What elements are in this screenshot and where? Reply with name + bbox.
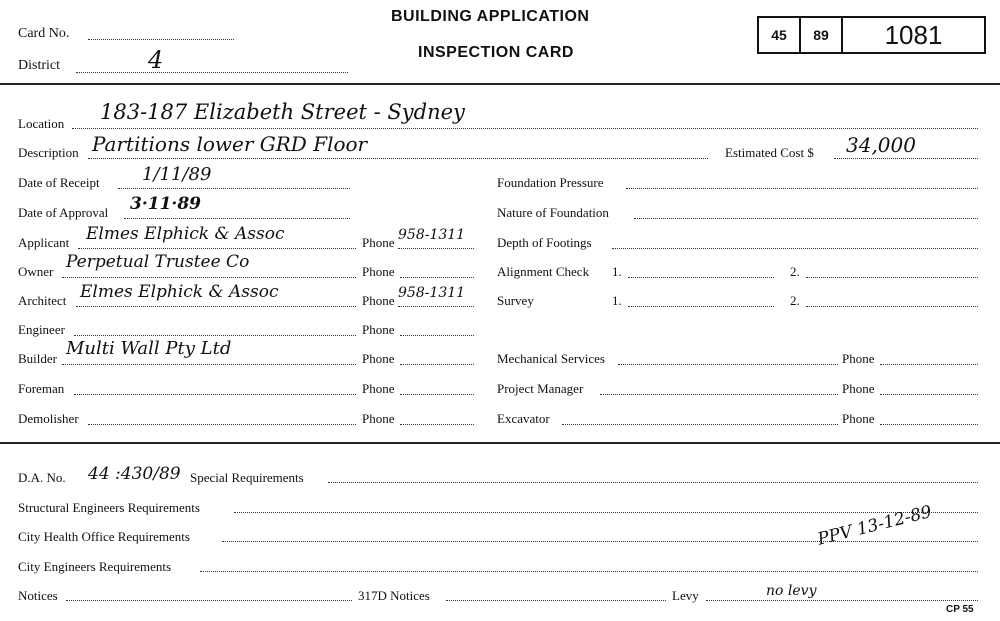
estimated-cost-field[interactable] <box>834 158 978 159</box>
builder-phone-label: Phone <box>362 351 395 366</box>
card-box-number-text: 1081 <box>884 19 943 50</box>
survey-field-2[interactable] <box>806 306 978 307</box>
excavator-label: Excavator <box>497 411 550 426</box>
mechanical-phone-label: Phone <box>842 351 875 366</box>
foundation-pressure-field[interactable] <box>626 188 978 189</box>
ppv-annotation: PPV 13-12-89 <box>815 502 934 550</box>
excavator-field[interactable] <box>562 424 838 425</box>
architect-label: Architect <box>18 293 67 308</box>
architect-phone-label: Phone <box>362 293 395 308</box>
builder-label: Builder <box>18 351 57 366</box>
demolisher-label: Demolisher <box>18 411 79 426</box>
alignment-num2: 2. <box>790 264 800 279</box>
city-engineers-field[interactable] <box>200 571 978 572</box>
alignment-num1: 1. <box>612 264 622 279</box>
excavator-phone-label: Phone <box>842 411 875 426</box>
applicant-phone-value: 958-1311 <box>398 227 466 243</box>
engineer-label: Engineer <box>18 322 65 337</box>
title-line2: INSPECTION CARD <box>418 44 574 61</box>
depth-footings-field[interactable] <box>612 248 978 249</box>
notices-317d-label: 317D Notices <box>358 588 430 603</box>
owner-phone-label: Phone <box>362 264 395 279</box>
foreman-phone-field[interactable] <box>400 394 474 395</box>
card-box-45 <box>757 16 801 54</box>
project-manager-phone-field[interactable] <box>880 394 978 395</box>
location-label: Location <box>18 116 65 131</box>
alignment-field-1[interactable] <box>628 277 774 278</box>
date-receipt-label: Date of Receipt <box>18 175 100 190</box>
project-manager-phone-label: Phone <box>842 381 875 396</box>
owner-label: Owner <box>18 264 54 279</box>
applicant-phone-label: Phone <box>362 235 395 250</box>
header-divider <box>0 83 1000 85</box>
card-box-45-text: 45 <box>771 27 787 43</box>
card-box-89 <box>799 16 843 54</box>
notices-field[interactable] <box>66 600 352 601</box>
mechanical-phone-field[interactable] <box>880 364 978 365</box>
survey-num2: 2. <box>790 293 800 308</box>
foreman-label: Foreman <box>18 381 65 396</box>
survey-field-1[interactable] <box>628 306 774 307</box>
levy-field[interactable] <box>706 600 978 601</box>
structural-label: Structural Engineers Requirements <box>18 500 200 515</box>
architect-phone-field[interactable] <box>398 306 474 307</box>
owner-field[interactable] <box>62 277 356 278</box>
special-requirements-field[interactable] <box>328 482 978 483</box>
builder-phone-field[interactable] <box>400 364 474 365</box>
levy-label: Levy <box>672 588 699 603</box>
engineer-phone-field[interactable] <box>400 335 474 336</box>
card-box-number <box>841 16 986 54</box>
district-field[interactable] <box>76 72 348 73</box>
applicant-phone-field[interactable] <box>398 248 474 249</box>
nature-foundation-label: Nature of Foundation <box>497 205 609 220</box>
da-no-label: D.A. No. <box>18 470 66 485</box>
survey-label: Survey <box>497 293 534 308</box>
date-approval-label: Date of Approval <box>18 205 109 220</box>
engineer-field[interactable] <box>74 335 356 336</box>
special-requirements-label: Special Requirements <box>190 470 304 485</box>
da-no-value: 44 :430/89 <box>88 464 181 484</box>
date-approval-field[interactable] <box>124 218 350 219</box>
description-label: Description <box>18 145 79 160</box>
levy-value: no levy <box>766 583 817 599</box>
project-manager-label: Project Manager <box>497 381 584 396</box>
architect-value: Elmes Elphick & Assoc <box>80 282 279 302</box>
section-divider <box>0 442 1000 444</box>
architect-field[interactable] <box>76 306 356 307</box>
mechanical-field[interactable] <box>618 364 838 365</box>
excavator-phone-field[interactable] <box>880 424 978 425</box>
owner-phone-field[interactable] <box>400 277 474 278</box>
location-value: 183-187 Elizabeth Street - Sydney <box>100 100 465 124</box>
structural-field[interactable] <box>234 512 978 513</box>
applicant-field[interactable] <box>78 248 356 249</box>
date-receipt-field[interactable] <box>118 188 350 189</box>
architect-phone-value: 958-1311 <box>398 285 466 301</box>
title-line1: BUILDING APPLICATION <box>391 8 590 25</box>
alignment-check-label: Alignment Check <box>497 264 590 279</box>
engineer-phone-label: Phone <box>362 322 395 337</box>
demolisher-field[interactable] <box>88 424 356 425</box>
city-health-field[interactable] <box>222 541 978 542</box>
district-label: District <box>18 58 60 73</box>
notices-label: Notices <box>18 588 58 603</box>
date-approval-value: 3·11·89 <box>130 194 201 214</box>
foreman-phone-label: Phone <box>362 381 395 396</box>
applicant-label: Applicant <box>18 235 70 250</box>
nature-foundation-field[interactable] <box>634 218 978 219</box>
district-value: 4 <box>148 46 164 74</box>
depth-footings-label: Depth of Footings <box>497 235 592 250</box>
city-health-label: City Health Office Requirements <box>18 529 190 544</box>
estimated-cost-label: Estimated Cost $ <box>725 145 814 160</box>
foundation-pressure-label: Foundation Pressure <box>497 175 604 190</box>
builder-value: Multi Wall Pty Ltd <box>66 338 232 359</box>
alignment-field-2[interactable] <box>806 277 978 278</box>
description-value: Partitions lower GRD Floor <box>92 132 368 156</box>
mechanical-label: Mechanical Services <box>497 351 605 366</box>
date-receipt-value: 1/11/89 <box>142 164 212 185</box>
card-box-89-text: 89 <box>813 27 829 43</box>
city-engineers-label: City Engineers Requirements <box>18 559 172 574</box>
description-field[interactable] <box>88 158 708 159</box>
builder-field[interactable] <box>62 364 356 365</box>
demolisher-phone-field[interactable] <box>400 424 474 425</box>
foreman-field[interactable] <box>74 394 356 395</box>
applicant-value: Elmes Elphick & Assoc <box>86 224 285 244</box>
owner-value: Perpetual Trustee Co <box>66 252 250 272</box>
project-manager-field[interactable] <box>600 394 838 395</box>
survey-num1: 1. <box>612 293 622 308</box>
card-no-field[interactable] <box>88 39 234 40</box>
location-field[interactable] <box>72 128 978 129</box>
demolisher-phone-label: Phone <box>362 411 395 426</box>
form-code: CP 55 <box>946 604 974 615</box>
estimated-cost-value: 34,000 <box>846 133 916 157</box>
notices-317d-field[interactable] <box>446 600 666 601</box>
card-no-label: Card No. <box>18 26 70 41</box>
